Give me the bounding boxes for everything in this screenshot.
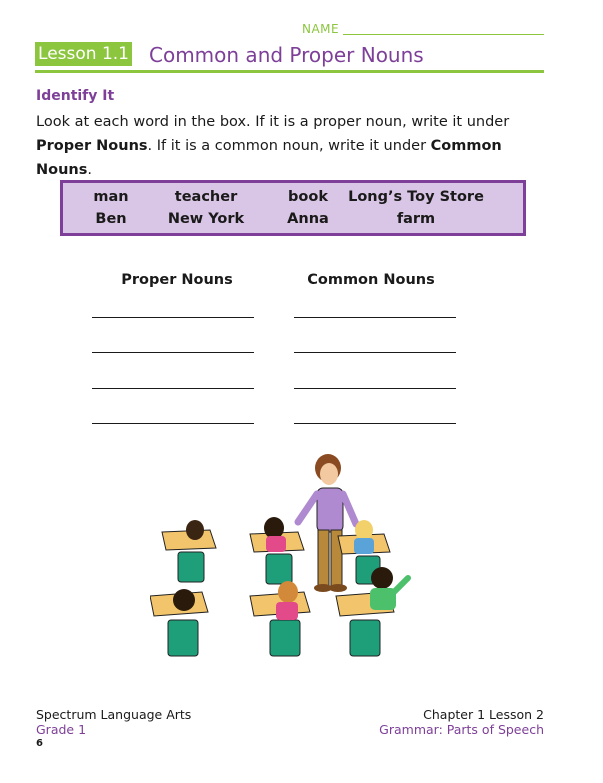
word-item: man bbox=[93, 189, 129, 205]
proper-answer-line[interactable] bbox=[92, 317, 254, 318]
footer-left bbox=[36, 707, 191, 737]
common-nouns-heading: Common Nouns bbox=[307, 272, 435, 288]
instructions-part-1: Look at each word in the box. If it is a proper noun, write it under bbox=[36, 114, 510, 130]
footer-right bbox=[379, 707, 544, 737]
section-heading: Identify It bbox=[36, 88, 115, 104]
common-answer-line[interactable] bbox=[294, 423, 456, 424]
proper-answer-line[interactable] bbox=[92, 388, 254, 389]
proper-nouns-heading: Proper Nouns bbox=[121, 272, 233, 288]
page-number: 6 bbox=[36, 738, 43, 749]
instructions-text bbox=[36, 110, 556, 182]
word-box bbox=[60, 180, 526, 236]
proper-answer-line[interactable] bbox=[92, 423, 254, 424]
back-row-desks bbox=[162, 517, 390, 584]
instructions-part-2: Proper Nouns bbox=[36, 138, 148, 154]
word-item: Long’s Toy Store bbox=[348, 189, 484, 205]
lesson-badge: Lesson 1.1 bbox=[35, 42, 132, 66]
footer-grade: Grade 1 bbox=[36, 722, 87, 737]
footer-topic: Grammar: Parts of Speech bbox=[379, 722, 544, 737]
instructions-part-3: . If it is a common noun, write it under bbox=[147, 138, 431, 154]
word-item: New York bbox=[167, 211, 245, 227]
name-label: NAME bbox=[302, 22, 340, 36]
proper-answer-line[interactable] bbox=[92, 352, 254, 353]
word-item: Ben bbox=[95, 211, 127, 227]
footer-chapter: Chapter 1 Lesson 2 bbox=[423, 707, 544, 722]
instructions-part-4: Common Nouns bbox=[36, 138, 502, 178]
instructions-part-5: . bbox=[87, 162, 92, 178]
title-divider bbox=[35, 70, 544, 73]
word-item: teacher bbox=[174, 189, 238, 205]
common-answer-line[interactable] bbox=[294, 388, 456, 389]
common-answer-line[interactable] bbox=[294, 317, 456, 318]
word-item: book bbox=[288, 189, 328, 205]
teacher-figure-icon bbox=[298, 454, 356, 592]
footer-book-title: Spectrum Language Arts bbox=[36, 707, 192, 722]
word-item: farm bbox=[396, 211, 436, 227]
word-item: Anna bbox=[287, 211, 329, 227]
lesson-title: Common and Proper Nouns bbox=[149, 43, 424, 67]
common-answer-line[interactable] bbox=[294, 352, 456, 353]
name-write-line[interactable] bbox=[343, 34, 544, 35]
classroom-illustration-icon bbox=[150, 450, 420, 665]
